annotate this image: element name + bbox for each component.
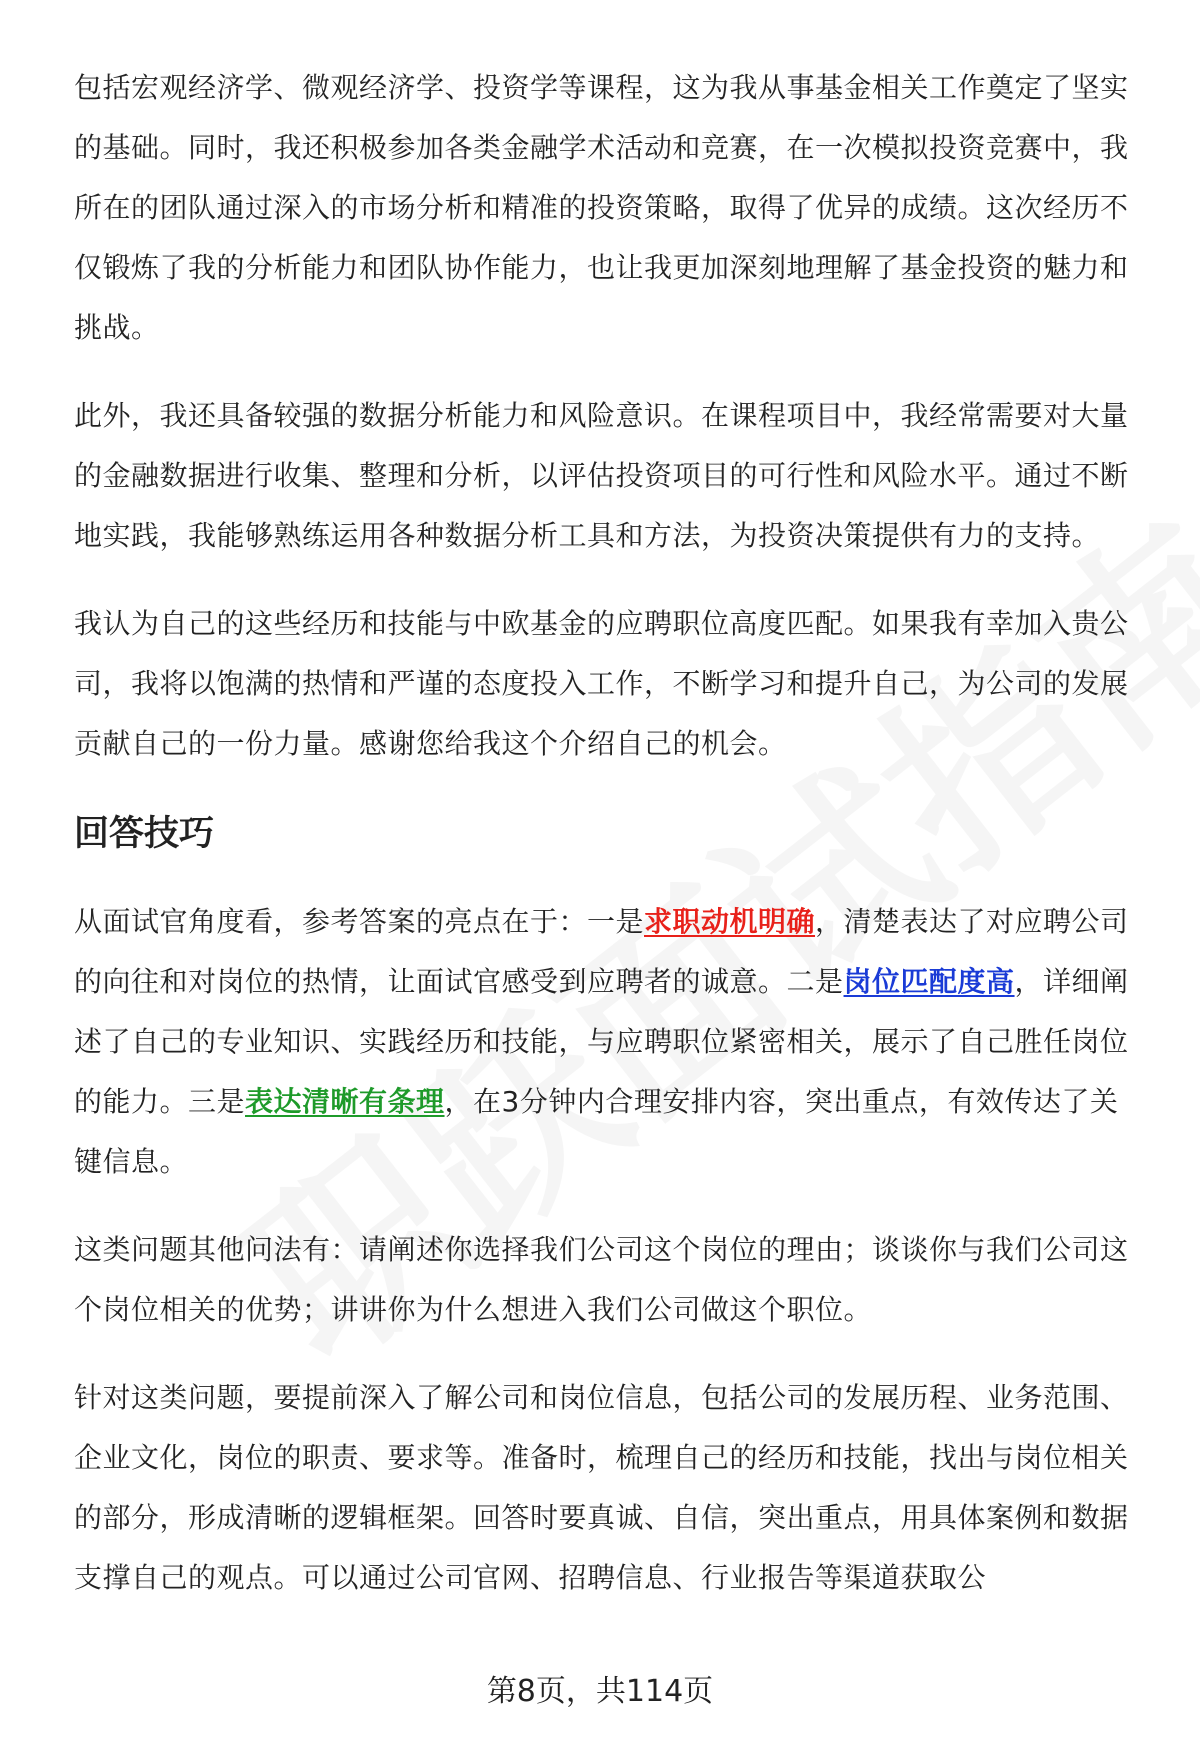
tips-text-4: ，在3分钟内合理安排内容，突出重点，有效传达了关键信息。 bbox=[74, 1085, 1119, 1178]
page-number: 第8页，共114页 bbox=[486, 1674, 714, 1709]
paragraph-data-analysis: 此外，我还具备较强的数据分析能力和风险意识。在课程项目中，我经常需要对大量的金融数据进行收集、整理和分析，以评估投资项目的可行性和风险水平。通过不断地实践，我能够熟练运用各种数据分析工具和方法，为投资决策提供有力的支持。 bbox=[74, 399, 1129, 552]
paragraph-preparation: 针对这类问题，要提前深入了解公司和岗位信息，包括公司的发展历程、业务范围、企业文化，岗位的职责、要求等。准备时，梳理自己的经历和技能，找出与岗位相关的部分，形成清晰的逻辑框架。回答时要真诚、自信，突出重点，用具体案例和数据支撑自己的观点。可以通过公司官网、招聘信息、行业报告等渠道获取公 bbox=[74, 1381, 1129, 1594]
highlight-job-match: 岗位匹配度高 bbox=[843, 965, 1015, 998]
tips-text-2: ，清楚表达了对应聘公司的向往和对岗位的热情，让面试官感受到应聘者的诚意。二是 bbox=[74, 905, 1129, 998]
paragraph-conclusion: 我认为自己的这些经历和技能与中欧基金的应聘职位高度匹配。如果我有幸加入贵公司，我将以饱满的热情和严谨的态度投入工作，不断学习和提升自己，为公司的发展贡献自己的一份力量。感谢您给我这个介绍自己的机会。 bbox=[74, 607, 1129, 760]
tips-text-3: ，详细阐述了自己的专业知识、实践经历和技能，与应聘职位紧密相关，展示了自己胜任岗位的能力。三是 bbox=[74, 965, 1129, 1118]
document-page bbox=[74, 58, 1144, 1608]
paragraph-education: 包括宏观经济学、微观经济学、投资学等课程，这为我从事基金相关工作奠定了坚实的基础。同时，我还积极参加各类金融学术活动和竞赛，在一次模拟投资竞赛中，我所在的团队通过深入的市场分析和精准的投资策略，取得了优异的成绩。这次经历不仅锻炼了我的分析能力和团队协作能力，也让我更加深刻地理解了基金投资的魅力和挑战。 bbox=[74, 71, 1129, 344]
section-heading: 回答技巧 bbox=[74, 814, 215, 854]
highlight-clarity: 表达清晰有条理 bbox=[245, 1085, 445, 1118]
paragraph-tips bbox=[74, 892, 1144, 1192]
tips-text-1: 从面试官角度看，参考答案的亮点在于：一是 bbox=[74, 905, 645, 938]
highlight-motivation: 求职动机明确 bbox=[644, 905, 816, 938]
paragraph-alternative-questions: 这类问题其他问法有：请阐述你选择我们公司这个岗位的理由；谈谈你与我们公司这个岗位相关的优势；讲讲你为什么想进入我们公司做这个职位。 bbox=[74, 1233, 1129, 1326]
